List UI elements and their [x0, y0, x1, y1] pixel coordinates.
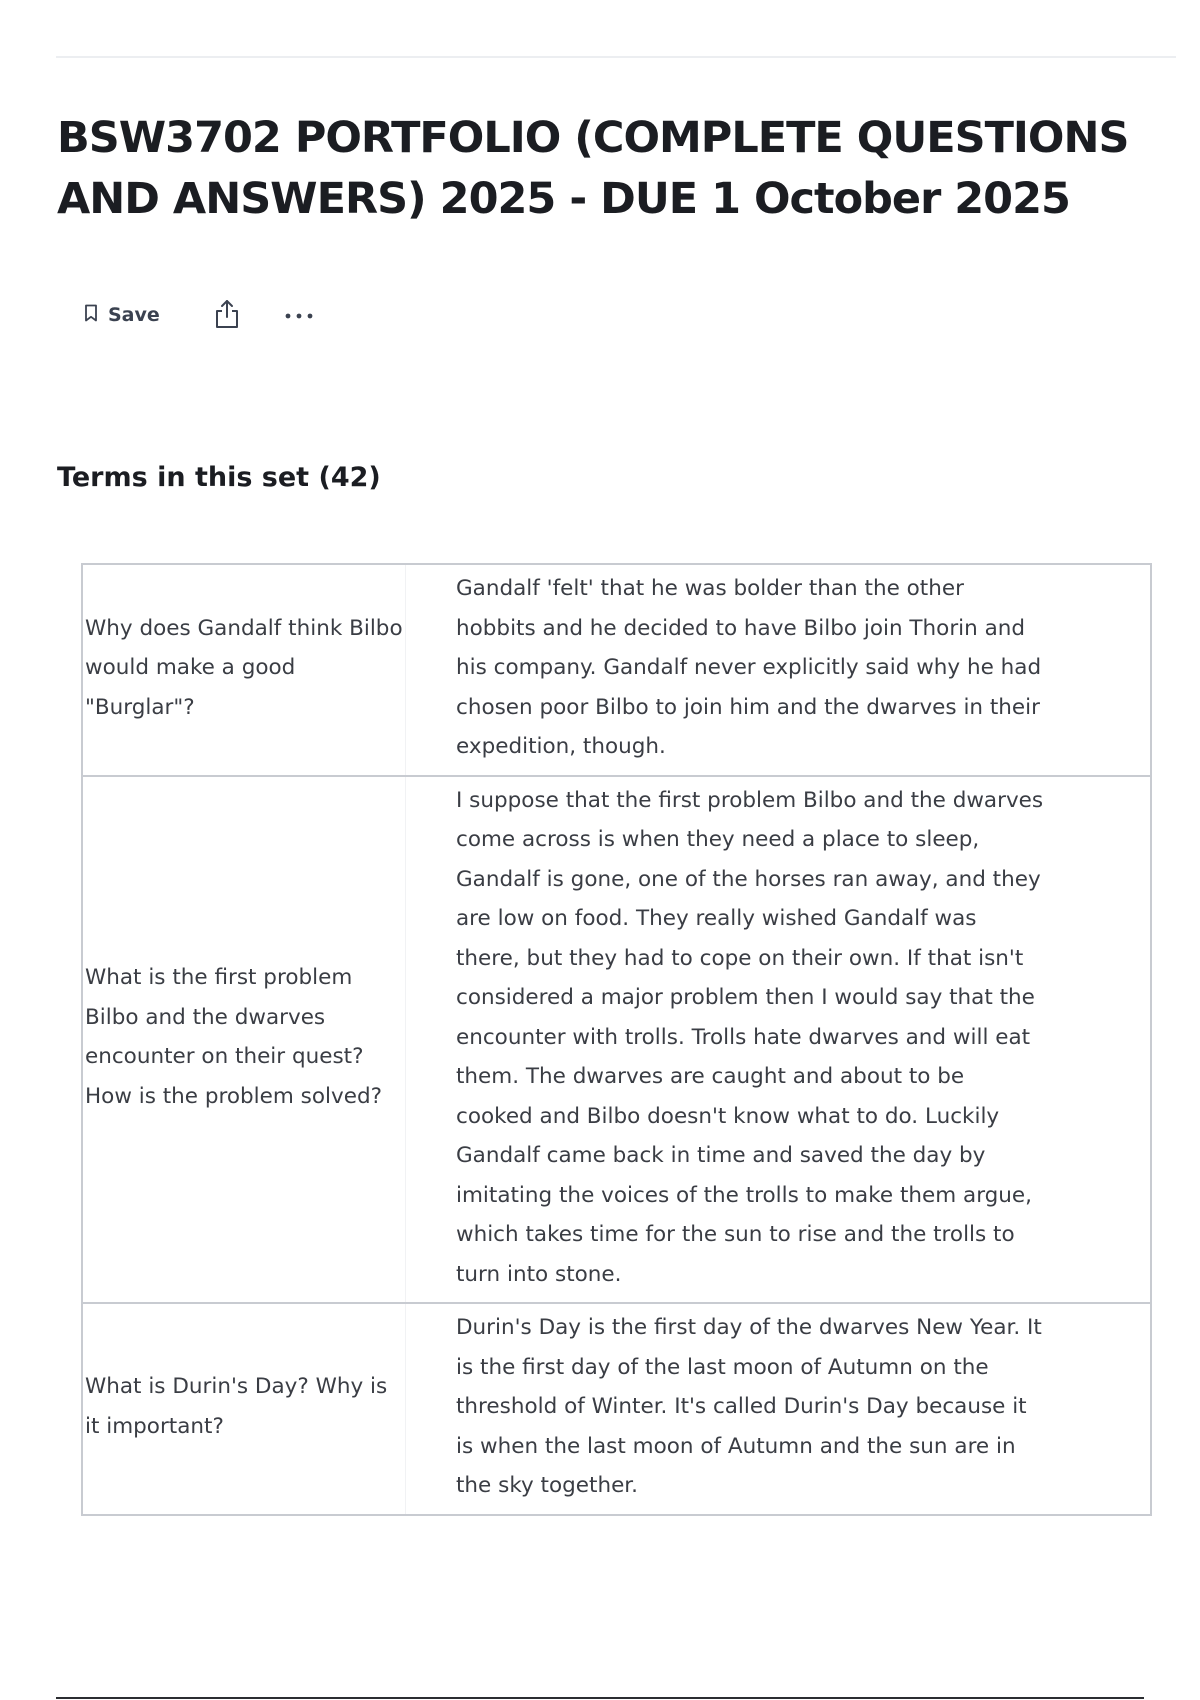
definition-cell: Durin's Day is the first day of the dwarves New Year. It is the first day of the last moon of Autumn on the threshold of Winter. It's called Durin's Day because it is when the last moon of Autumn and the sun are in the sky together.: [406, 1303, 1152, 1515]
save-button[interactable]: [84, 304, 160, 327]
terms-table: [81, 563, 1152, 1516]
top-divider: [56, 56, 1176, 58]
terms-count-heading: Terms in this set (42): [57, 462, 381, 493]
table-row: [82, 1303, 1151, 1515]
share-icon: [214, 299, 240, 332]
more-horizontal-icon: [284, 308, 314, 323]
bottom-divider: [56, 1697, 1144, 1699]
bookmark-icon: [84, 304, 98, 327]
more-options-button[interactable]: [282, 297, 316, 333]
definition-cell: I suppose that the first problem Bilbo and the dwarves come across is when they need a place to sleep, Gandalf is gone, one of the horses ran away, and they are low on food. They really wished Gandalf was there, but they had to cope on their own. If that isn't considered a major problem then I would say that the encounter with trolls. Trolls hate dwarves and will eat them. The dwarves are caught and about to be cooked and Bilbo doesn't know what to do. Luckily Gandalf came back in time and saved the day by imitating the voices of the trolls to make them argue, which takes time for the sun to rise and the trolls to turn into stone.: [406, 776, 1152, 1304]
page-title: BSW3702 PORTFOLIO (COMPLETE QUESTIONS AND ANSWERS) 2025 - DUE 1 October 2025: [57, 113, 1129, 224]
share-button[interactable]: [212, 297, 242, 333]
action-toolbar: [84, 297, 316, 333]
definition-cell: Gandalf 'felt' that he was bolder than the other hobbits and he decided to have Bilbo join Thorin and his company. Gandalf never explicitly said why he had chosen poor Bilbo to join him and the dwarves in their expedition, though.: [406, 564, 1152, 776]
table-row: [82, 776, 1151, 1304]
term-cell: What is the first problem Bilbo and the dwarves encounter on their quest? How is the problem solved?: [82, 776, 406, 1304]
save-label: Save: [108, 304, 160, 326]
term-cell: Why does Gandalf think Bilbo would make a good "Burglar"?: [82, 564, 406, 776]
term-cell: What is Durin's Day? Why is it important?: [82, 1303, 406, 1515]
table-row: [82, 564, 1151, 776]
